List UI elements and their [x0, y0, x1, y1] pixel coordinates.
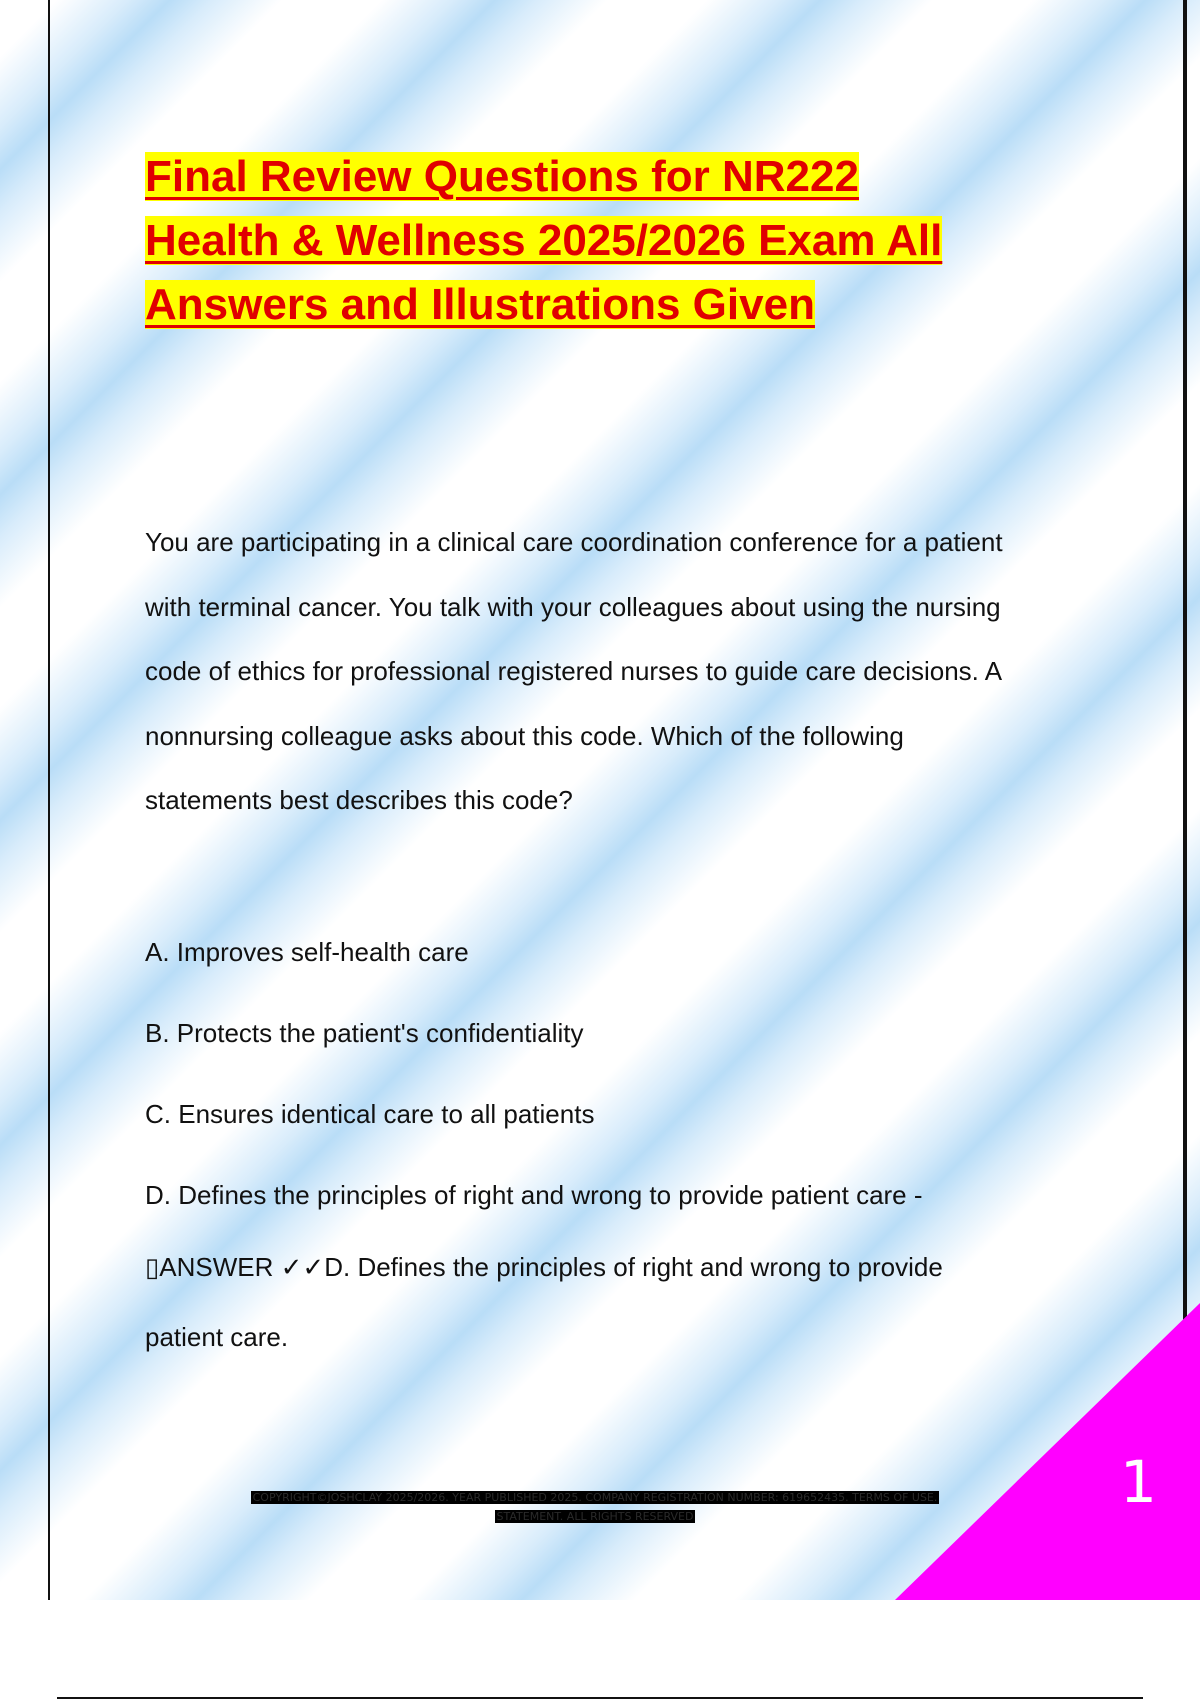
question-line: You are participating in a clinical care coordination conference for a patient	[145, 527, 1003, 557]
footer-line: STATEMENT. ALL RIGHTS RESERVED	[496, 1510, 694, 1523]
option-d: D. Defines the principles of right and wrong to provide patient care -	[145, 1180, 923, 1210]
question-line: code of ethics for professional registered nurses to guide care decisions. A	[145, 656, 1003, 686]
question-line: statements best describes this code?	[145, 785, 573, 815]
question-line: with terminal cancer. You talk with your colleagues about using the nursing	[145, 591, 1001, 622]
answer-line: patient care.	[145, 1322, 289, 1352]
copyright-footer	[175, 1488, 1015, 1526]
answer-line: ▯ANSWER ✓✓D. Defines the principles of right and wrong to provide	[145, 1252, 943, 1282]
bottom-divider	[57, 1697, 1143, 1699]
option-b: B. Protects the patient's confidentiality	[145, 1018, 584, 1048]
option-c: C. Ensures identical care to all patients	[145, 1099, 595, 1129]
footer-line: COPYRIGHT©JOSHCLAY 2025/2026. YEAR PUBLISHED 2025. COMPANY REGISTRATION NUMBER: 619652435. TERMS OF USE.	[252, 1491, 938, 1504]
title-line: Answers and Illustrations Given	[145, 280, 815, 329]
page-number: 1	[1120, 1448, 1157, 1516]
option-a: A. Improves self-health care	[145, 937, 469, 967]
title-line: Final Review Questions for NR222	[145, 152, 859, 201]
title-line: Health & Wellness 2025/2026 Exam All	[145, 216, 943, 265]
question-line: nonnursing colleague asks about this code. Which of the following	[145, 720, 904, 751]
